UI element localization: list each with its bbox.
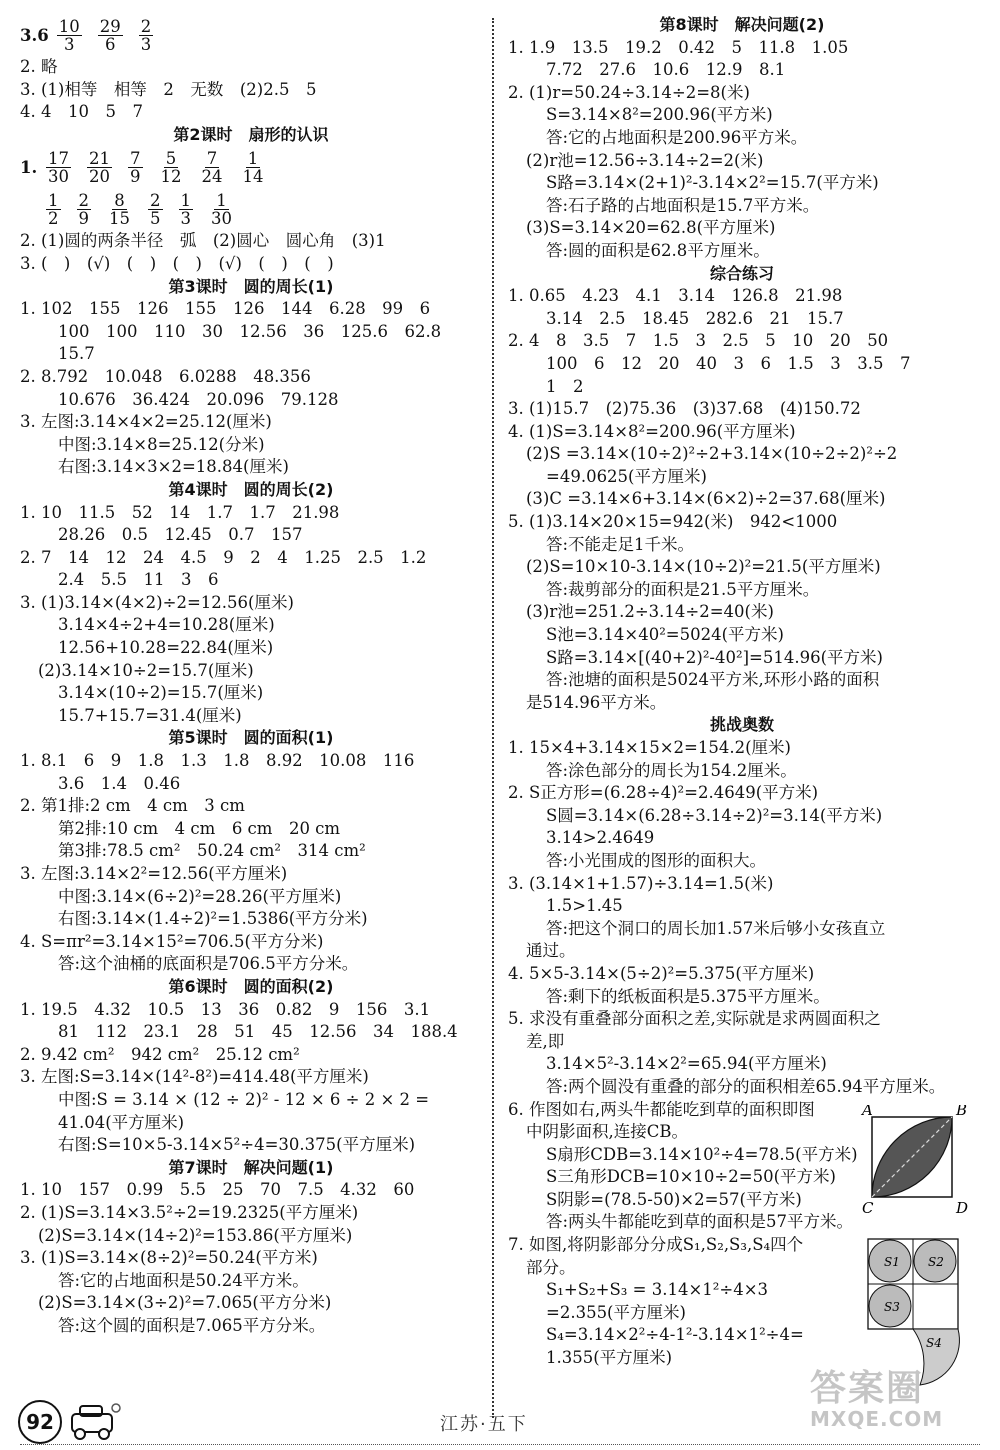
answer-line: 部分。 [526, 1257, 576, 1277]
answer-line: 3. ( ) (√) ( ) ( ) (√) ( ) ( ) [20, 253, 334, 273]
answer-line: 答:这个油桶的底面积是706.5平方分米。 [58, 954, 359, 974]
answer-line: S扇形CDB=3.14×10²÷4=78.5(平方米) [546, 1144, 858, 1164]
answer-line: =2.355(平方厘米) [546, 1302, 686, 1322]
fig6-label-d: D [956, 1199, 969, 1215]
answer-line: 答:小光围成的图形的面积大。 [546, 850, 767, 870]
fraction [87, 150, 112, 185]
answer-line: 3.14×4÷2+4=10.28(厘米) [58, 615, 275, 635]
denominator: 15 [109, 208, 130, 228]
watermark-main: 答案圈 [810, 1368, 925, 1409]
answer-line: S路=3.14×(2+1)²-3.14×2²=15.7(平方米) [546, 173, 879, 193]
fraction-row [20, 14, 482, 56]
answer-line: S池=3.14×40²=5024(平方米) [546, 625, 784, 645]
answer-line: 答:它的占地面积是50.24平方米。 [58, 1270, 309, 1290]
answer-line: 3.14 2.5 18.45 282.6 21 15.7 [546, 308, 844, 328]
answer-line: 12.56+10.28=22.84(厘米) [58, 638, 274, 658]
section-heading: 第4课时 圆的周长(2) [168, 479, 334, 499]
fraction [241, 150, 266, 185]
denominator: 9 [130, 166, 141, 186]
answer-line: 2. 7 14 12 24 4.5 9 2 4 1.25 2.5 1.2 [20, 547, 427, 567]
answer-line: 答:两个圆没有重叠的部分的面积相差65.94平方厘米。 [546, 1076, 946, 1096]
numerator: 17 [48, 148, 69, 168]
section-heading: 第5课时 圆的面积(1) [168, 728, 334, 748]
denominator: 30 [211, 208, 232, 228]
numerator: 1 [216, 190, 227, 210]
answer-line: 1. 10 157 0.99 5.5 25 70 7.5 4.32 60 [20, 1180, 415, 1200]
answer-line: 答:把这个洞口的周长加1.57米后够小女孩直立 [546, 918, 886, 938]
answer-line: 3.14×5²-3.14×2²=65.94(平方厘米) [546, 1054, 827, 1074]
section-heading: 第6课时 圆的面积(2) [168, 976, 334, 996]
answer-line: 3.6 1.4 0.46 [58, 773, 181, 793]
answer-line: 中阴影面积,连接CB。 [526, 1122, 688, 1142]
answer-line: S₄=3.14×2²÷4-1²-3.14×1²÷4= [546, 1325, 804, 1345]
answer-line: 6. 作图如右,两头牛都能吃到草的面积即图 [508, 1099, 815, 1119]
answer-line: 10.676 36.424 20.096 79.128 [58, 389, 339, 409]
denominator: 12 [160, 166, 182, 186]
answer-line: 1. 8.1 6 9 1.8 1.3 1.8 8.92 10.08 116 [20, 751, 415, 771]
section-heading: 第2课时 扇形的认识 [173, 124, 329, 144]
fig7-label-s1: S1 [884, 1255, 900, 1269]
answer-line: 1. 19.5 4.32 10.5 13 36 0.82 9 156 3.1 [20, 999, 431, 1019]
edition-label: 江苏·五下 [440, 1414, 528, 1435]
answer-line: 2.4 5.5 11 3 6 [58, 570, 219, 590]
answer-line: 15.7 [58, 344, 95, 364]
answer-line: S₁+S₂+S₃ = 3.14×1²÷4×3 [546, 1280, 769, 1300]
numerator: 21 [89, 148, 110, 168]
answer-line: 2. (1)r=50.24÷3.14÷2=8(米) [508, 82, 750, 102]
answer-line: 答:剩下的纸板面积是5.375平方厘米。 [546, 986, 830, 1006]
answer-line: 通过。 [526, 941, 576, 961]
answer-line: 1. 10 11.5 52 14 1.7 1.7 21.98 [20, 502, 340, 522]
answer-line: (2)S =3.14×(10÷2)²÷2+3.14×(10÷2÷2)²÷2 [526, 444, 898, 464]
answer-line: 7.72 27.6 10.6 12.9 8.1 [546, 60, 786, 80]
numerator: 1 [48, 190, 59, 210]
answer-line: 3. (1)3.14×(4×2)÷2=12.56(厘米) [20, 592, 294, 612]
fraction [200, 150, 225, 185]
answer-line: 答:不能走足1千米。 [546, 534, 695, 554]
fig7-label-s2: S2 [928, 1255, 944, 1269]
answer-line: 4. S=πr²=3.14×15²=706.5(平方分米) [20, 931, 324, 951]
fig7-label-s4: S4 [926, 1336, 942, 1350]
watermark-sub: MXQE.COM [810, 1407, 944, 1431]
answer-line: 3. 左图:3.14×2²=12.56(平方厘米) [20, 864, 288, 883]
fig7-label-s3: S3 [884, 1300, 900, 1314]
answer-line: 答:两头牛都能吃到草的面积是57平方米。 [546, 1212, 854, 1232]
denominator: 14 [242, 166, 264, 186]
numerator: 5 [165, 148, 177, 168]
fig6-label-a: A [862, 1105, 873, 1119]
answer-line: 4. 5×5-3.14×(5÷2)²=5.375(平方厘米) [508, 963, 815, 983]
answer-line: (2)3.14×10÷2=15.7(厘米) [38, 660, 254, 680]
section-heading: 第3课时 圆的周长(1) [168, 276, 334, 296]
numerator: 7 [130, 148, 141, 168]
answer-line: S三角形DCB=10×10÷2=50(平方米) [546, 1167, 836, 1187]
denominator: 6 [104, 34, 116, 54]
fraction-row-lead: 1. [20, 157, 38, 177]
answer-line: 3. (1)S=3.14×(8÷2)²=50.24(平方米) [20, 1248, 318, 1268]
fraction [107, 192, 132, 227]
denominator: 3 [140, 34, 152, 54]
answer-line: 2. 9.42 cm² 942 cm² 25.12 cm² [20, 1044, 300, 1064]
fraction-row-lead: 3.6 [20, 25, 49, 45]
answer-line: 差,即 [526, 1031, 565, 1051]
denominator: 2 [48, 208, 59, 228]
answer-line: 3. (1)相等 相等 2 无数 (2)2.5 5 [20, 79, 317, 99]
answer-line: =49.0625(平方厘米) [546, 466, 707, 486]
answer-line: 100 100 110 30 12.56 36 125.6 62.8 [58, 321, 442, 341]
answer-line: 2. (1)圆的两条半径 弧 (2)圆心 圆心角 (3)1 [20, 231, 386, 251]
answer-line: 第3排:78.5 cm² 50.24 cm² 314 cm² [58, 841, 366, 861]
answer-line: (2)S=3.14×(3÷2)²=7.065(平方分米) [38, 1293, 332, 1313]
answer-line: 是514.96平方米。 [526, 692, 667, 712]
answer-line: 答:石子路的占地面积是15.7平方米。 [546, 195, 820, 215]
fig6-label-c: C [862, 1199, 874, 1215]
numerator: 2 [78, 190, 89, 210]
answer-line: 1. 1.9 13.5 19.2 0.42 5 11.8 1.05 [508, 37, 849, 57]
answer-line: 41.04(平方厘米) [58, 1112, 185, 1132]
cow-grazing-figure [860, 1105, 970, 1215]
answer-line: 答:这个圆的面积是7.065平方分米。 [58, 1315, 326, 1335]
numerator: 2 [140, 16, 152, 36]
answer-line: 5. 求没有重叠部分面积之差,实际就是求两圆面积之 [508, 1009, 881, 1029]
fraction [148, 192, 163, 227]
answer-line: 100 6 12 20 40 3 6 1.5 3 3.5 7 [546, 353, 911, 373]
answer-line: 4. 4 10 5 7 [20, 102, 143, 122]
numerator: 8 [114, 190, 125, 210]
answer-line: 第2排:10 cm 4 cm 6 cm 20 cm [58, 818, 341, 838]
answer-line: 4. (1)S=3.14×8²=200.96(平方厘米) [508, 421, 796, 441]
answer-line: 2. (1)S=3.14×3.5²÷2=19.2325(平方厘米) [20, 1202, 359, 1222]
answer-line: 右图:S=10×5-3.14×5²÷4=30.375(平方厘米) [58, 1135, 416, 1155]
column-divider [492, 18, 494, 1418]
fraction [98, 18, 123, 53]
answer-line: 2. 略 [20, 57, 58, 76]
answer-line: 右图:3.14×(1.4÷2)²=1.5386(平方分米) [58, 909, 368, 929]
answer-line: (2)S=10×10-3.14×(10÷2)²=21.5(平方厘米) [526, 557, 881, 577]
fraction [46, 192, 61, 227]
answer-line: 3. (1)15.7 (2)75.36 (3)37.68 (4)150.72 [508, 399, 861, 419]
denominator: 3 [180, 208, 191, 228]
answer-line: (3)C =3.14×6+3.14×(6×2)÷2=37.68(厘米) [526, 489, 886, 509]
answer-line: 3.14>2.4649 [546, 828, 655, 848]
fraction [57, 18, 82, 53]
section-heading: 第7课时 解决问题(1) [168, 1157, 334, 1177]
denominator: 9 [78, 208, 89, 228]
left-column [20, 14, 482, 1337]
answer-line: S圆=3.14×(6.28÷3.14÷2)²=3.14(平方米) [546, 805, 883, 825]
fraction-row [20, 188, 482, 230]
numerator: 10 [58, 16, 80, 36]
numerator: 29 [99, 16, 121, 36]
answer-line: 81 112 23.1 28 51 45 12.56 34 188.4 [58, 1022, 458, 1042]
denominator: 30 [48, 166, 69, 186]
numerator: 1 [247, 148, 259, 168]
numerator: 2 [150, 190, 161, 210]
answer-line: 2. S正方形=(6.28÷4)²=2.4649(平方米) [508, 783, 819, 803]
answer-line: 中图:S = 3.14 × (12 ÷ 2)² - 12 × 6 ÷ 2 × 2 = [58, 1089, 430, 1109]
answer-line: 3. 左图:S=3.14×(14²-8²)=414.48(平方厘米) [20, 1067, 369, 1087]
answer-line: 1.355(平方厘米) [546, 1348, 673, 1368]
fraction-row [20, 146, 482, 188]
section-heading: 挑战奥数 [709, 715, 774, 735]
numerator: 1 [180, 190, 191, 210]
watermark-logo [810, 1360, 985, 1445]
fig6-label-b: B [956, 1105, 968, 1119]
answer-line: 1. 15×4+3.14×15×2=154.2(厘米) [508, 738, 791, 757]
answer-line: 28.26 0.5 12.45 0.7 157 [58, 525, 303, 545]
fraction [139, 18, 154, 53]
fraction [159, 150, 184, 185]
answer-line: 2. 4 8 3.5 7 1.5 3 2.5 5 10 20 50 [508, 331, 889, 351]
section-heading: 第8课时 解决问题(2) [659, 15, 825, 34]
denominator: 3 [63, 34, 75, 54]
denominator: 5 [150, 208, 161, 228]
answer-line: 答:它的占地面积是200.96平方米。 [546, 127, 808, 147]
answer-line: 2. 第1排:2 cm 4 cm 3 cm [20, 796, 245, 816]
fraction [46, 150, 71, 185]
answer-line: 1.5>1.45 [546, 896, 623, 916]
answer-line: 中图:3.14×(6÷2)²=28.26(平方厘米) [58, 886, 342, 906]
answer-line: 1 2 [546, 376, 584, 396]
answer-line: 右图:3.14×3×2=18.84(厘米) [58, 457, 289, 477]
answer-line: S路=3.14×[(40+2)²-40²]=514.96(平方米) [546, 647, 883, 667]
fraction [77, 192, 92, 227]
answer-line: 答:裁剪部分的面积是21.5平方厘米。 [546, 579, 820, 599]
answer-line: 3. (3.14×1+1.57)÷3.14=1.5(米) [508, 873, 774, 893]
fraction [128, 150, 143, 185]
fraction [209, 192, 234, 227]
answer-line: S阴影=(78.5-50)×2=57(平方米) [546, 1189, 802, 1209]
page-number: 92 [18, 1400, 62, 1444]
answer-line: 答:涂色部分的周长为154.2厘米。 [546, 760, 797, 780]
answer-line: 1. 0.65 4.23 4.1 3.14 126.8 21.98 [508, 286, 843, 306]
answer-line: 1. 102 155 126 155 126 144 6.28 99 6 [20, 299, 431, 319]
answer-line: S=3.14×8²=200.96(平方米) [546, 105, 773, 125]
answer-line: 7. 如图,将阴影部分分成S₁,S₂,S₃,S₄四个 [508, 1235, 804, 1255]
answer-line: 答:圆的面积是62.8平方厘米。 [546, 240, 770, 260]
answer-line: 中图:3.14×8=25.12(分米) [58, 434, 265, 454]
answer-line: 5. (1)3.14×20×15=942(米) 942<1000 [508, 512, 838, 532]
numerator: 7 [206, 148, 218, 168]
answer-line: (2)S=3.14×(14÷2)²=153.86(平方厘米) [38, 1225, 353, 1245]
answer-line: (3)r池=251.2÷3.14÷2=40(米) [526, 602, 774, 622]
answer-line: 15.7+15.7=31.4(厘米) [58, 705, 242, 725]
answer-line: 3.14×(10÷2)=15.7(厘米) [58, 683, 264, 703]
answer-line: (3)S=3.14×20=62.8(平方厘米) [526, 218, 776, 238]
answer-line: (2)r池=12.56÷3.14÷2=2(米) [526, 150, 764, 170]
answer-line: 答:池塘的面积是5024平方米,环形小路的面积 [546, 670, 880, 690]
denominator: 20 [89, 166, 110, 186]
section-heading: 综合练习 [709, 263, 774, 283]
fraction [179, 192, 194, 227]
answer-line: 2. 8.792 10.048 6.0288 48.356 [20, 366, 311, 386]
answer-line: 3. 左图:3.14×4×2=25.12(厘米) [20, 412, 272, 432]
car-icon [66, 1400, 126, 1442]
denominator: 24 [201, 166, 223, 186]
